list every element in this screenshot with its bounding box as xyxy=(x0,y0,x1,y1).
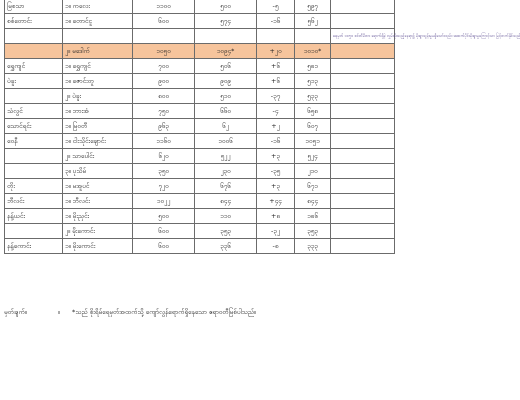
station-cell: ၁။ ဇောင်းတူ xyxy=(63,74,133,89)
station-cell: ၂။ ပဲခူး xyxy=(63,89,133,104)
danger-level-cell: ၉၆၃ xyxy=(133,119,195,134)
station-cell: ၁။ ဘီလင်း xyxy=(63,194,133,209)
danger-level-cell: ၉၀၀ xyxy=(133,74,195,89)
current-level-cell: ၅၀၀ xyxy=(195,0,257,14)
region-cell xyxy=(5,29,63,44)
change-cell: -၈ xyxy=(257,239,295,254)
danger-level-cell: ၁၁၆၀ xyxy=(133,134,195,149)
region-cell: တိုး xyxy=(5,179,63,194)
region-cell: သံလွင် xyxy=(5,104,63,119)
region-cell xyxy=(5,224,63,239)
station-cell: ၁။ ကလေး xyxy=(63,0,133,14)
station-cell: ၁။ မိုးညှင်း xyxy=(63,209,133,224)
change-cell: -၁၆ xyxy=(257,14,295,29)
danger-level-cell: ၃၅၀ xyxy=(133,164,195,179)
current-level-cell: ၅၂၂ xyxy=(195,149,257,164)
current-level-cell: ၅၇၄ xyxy=(195,14,257,29)
table-row xyxy=(5,119,395,134)
region-cell: ဘီလင်း xyxy=(5,194,63,209)
table-row xyxy=(5,134,395,149)
danger-level-cell: ၇၂၀ xyxy=(133,179,195,194)
table-row xyxy=(5,44,395,59)
forecast-level-cell: ၁၀၅၁ xyxy=(295,134,331,149)
current-level-cell: ၁၁၀ xyxy=(195,209,257,224)
danger-level-cell: ၅၀၀ xyxy=(133,209,195,224)
change-cell: +၂ xyxy=(257,119,295,134)
forecast-level-cell: ၁၈၆ xyxy=(295,209,331,224)
change-cell: -၃၂ xyxy=(257,224,295,239)
note-cell xyxy=(331,119,395,134)
forecast-level-cell: ၅၉၇ xyxy=(295,0,331,14)
region-cell: ပဲခူး xyxy=(5,74,63,89)
note-cell xyxy=(331,164,395,179)
danger-level-cell: ၁၀၂၂ xyxy=(133,194,195,209)
current-level-cell: ၈၄၄ xyxy=(195,194,257,209)
current-level-cell: ၁၀၀၆ xyxy=(195,134,257,149)
change-cell: -၃၇ xyxy=(257,89,295,104)
station-cell xyxy=(63,29,133,44)
danger-level-cell: ၆၂၀ xyxy=(133,149,195,164)
note-cell xyxy=(331,14,395,29)
water-level-table-body xyxy=(5,0,520,254)
danger-level-cell: ၆၀၀ xyxy=(133,224,195,239)
change-cell: +၆ xyxy=(257,74,295,89)
note-cell xyxy=(331,89,395,104)
remark-label: မှတ်ချက်။ xyxy=(4,308,27,316)
station-cell: ၁။ မအူပင် xyxy=(63,179,133,194)
current-level-cell xyxy=(195,29,257,44)
station-cell: ၂။ သာပေါင်း xyxy=(63,149,133,164)
region-cell: နန့်ကောင်း xyxy=(5,239,63,254)
danger-level-cell: ၆၀၀ xyxy=(133,239,195,254)
forecast-level-cell: ၆၇၁ xyxy=(295,179,331,194)
note-cell xyxy=(331,209,395,224)
note-cell xyxy=(331,0,395,14)
region-cell: သောင်ရင်း xyxy=(5,119,63,134)
region-cell: ဝေနီ xyxy=(5,134,63,149)
station-cell: ၁။ ရွှေကျင် xyxy=(63,59,133,74)
note-cell xyxy=(331,74,395,89)
table-row xyxy=(5,149,395,164)
region-cell xyxy=(5,149,63,164)
table-row xyxy=(5,179,395,194)
note-cell xyxy=(331,194,395,209)
danger-level-cell: ၈၀၀ xyxy=(133,89,195,104)
danger-level-cell xyxy=(133,29,195,44)
forecast-level-cell: ၂၁၀ xyxy=(295,164,331,179)
change-cell: +၈ xyxy=(257,209,295,224)
table-row xyxy=(5,104,395,119)
station-cell: ၁။ တောင်ငူ xyxy=(63,14,133,29)
table-row xyxy=(5,89,395,104)
current-level-cell: ၅၀၆ xyxy=(195,59,257,74)
forecast-level-cell: ၃၅၃ xyxy=(295,224,331,239)
table-row xyxy=(5,239,395,254)
change-cell: +၄၄ xyxy=(257,194,295,209)
station-cell: ၁။ မြဝတီ xyxy=(63,119,133,134)
table-row xyxy=(5,29,395,44)
table-row xyxy=(5,164,395,179)
note-cell xyxy=(331,59,395,74)
current-level-cell: ၅၁၀ xyxy=(195,89,257,104)
remark-colon: ။ xyxy=(58,308,60,316)
note-cell xyxy=(331,149,395,164)
change-cell: +၃ xyxy=(257,179,295,194)
note-cell xyxy=(331,44,395,59)
current-level-cell: ၆၆၀ xyxy=(195,104,257,119)
region-cell: မြစသာ xyxy=(5,0,63,14)
forecast-level-cell: ၅၃၃ xyxy=(295,89,331,104)
note-cell xyxy=(331,134,395,149)
region-cell xyxy=(5,164,63,179)
change-cell: -၁၆ xyxy=(257,134,295,149)
station-cell: ၁။ ဘားအံ xyxy=(63,104,133,119)
current-level-cell: ၂၃၀ xyxy=(195,164,257,179)
forecast-level-cell xyxy=(295,29,331,44)
forecast-level-cell: ၅၂၄ xyxy=(295,149,331,164)
table-row xyxy=(5,0,395,14)
region-cell: စစ်တောင်း xyxy=(5,14,63,29)
forecast-level-cell: ၃၃၃ xyxy=(295,239,331,254)
change-cell xyxy=(257,29,295,44)
table-row xyxy=(5,74,395,89)
current-level-cell: ၁၀၉၄* xyxy=(195,44,257,59)
current-level-cell: ၃၅၃ xyxy=(195,224,257,239)
danger-level-cell: ၇၅၀ xyxy=(133,104,195,119)
station-cell: ၁။ မိုးကောင်း xyxy=(63,239,133,254)
table-row xyxy=(5,209,395,224)
region-cell xyxy=(5,44,63,59)
station-cell: ၁။ ငါးသိုင်းချောင်း xyxy=(63,134,133,149)
danger-level-cell: ၁၁၀၀ xyxy=(133,0,195,14)
region-cell: ရွှေကျင် xyxy=(5,59,63,74)
note-cell: ရေမှတ် ၁၀၅၀ စင်တီမီတာ ရောက်ရှိခဲ့ လွှမ်းမိုးသည့်နေရာ၌ မိုးရွာသွန်းမှုမရှိသော်လည်း အထက်ပိုင်းမိုးရွာမှုကြောင့်သာ မြင့်တက်နိုင်သည် xyxy=(331,29,395,44)
forecast-level-cell: ၆၀၇ xyxy=(295,119,331,134)
region-cell xyxy=(5,89,63,104)
forecast-level-cell: ၅၈၁ xyxy=(295,59,331,74)
danger-level-cell: ၁၀၅၀ xyxy=(133,44,195,59)
forecast-level-cell: ၈၄၄ xyxy=(295,194,331,209)
danger-level-cell: ၇၀၀ xyxy=(133,59,195,74)
station-cell: ၂။ မိုးကောင်း xyxy=(63,224,133,239)
current-level-cell: ၉၀၉ xyxy=(195,74,257,89)
change-cell: -၄ xyxy=(257,104,295,119)
current-level-cell: ၆၂ xyxy=(195,119,257,134)
remark-line xyxy=(4,308,394,318)
forecast-level-cell: ၅၁၃ xyxy=(295,74,331,89)
change-cell: +၆ xyxy=(257,59,295,74)
change-cell: +၂၀ xyxy=(257,44,295,59)
forecast-level-cell: ၅၆၂ xyxy=(295,14,331,29)
table-row xyxy=(5,14,395,29)
change-cell: +၃ xyxy=(257,149,295,164)
current-level-cell: ၃၃၆ xyxy=(195,239,257,254)
station-cell: ၃။ ပုသိမ် xyxy=(63,164,133,179)
note-cell xyxy=(331,224,395,239)
forecast-level-cell: ၆၅၈ xyxy=(295,104,331,119)
note-cell xyxy=(331,104,395,119)
change-cell: -၃၅ xyxy=(257,164,295,179)
table-row xyxy=(5,224,395,239)
forecast-level-cell: ၁၀၁၀* xyxy=(295,44,331,59)
region-cell: နန့်ယင်း xyxy=(5,209,63,224)
note-cell xyxy=(331,239,395,254)
remark-text: *သည် စိုးရိမ်ရေမှတ်အထက်သို့ ကျော်လွန်ရောက်ရှိနေသော ဧရာဝတီမြစ်ပါသည်။ xyxy=(72,308,256,316)
water-level-table xyxy=(4,0,520,254)
note-cell xyxy=(331,179,395,194)
station-cell: ၂။ မဒေါက် xyxy=(63,44,133,59)
table-row xyxy=(5,59,395,74)
danger-level-cell: ၆၀၀ xyxy=(133,14,195,29)
current-level-cell: ၆၇၆ xyxy=(195,179,257,194)
table-row xyxy=(5,194,395,209)
change-cell: -၅ xyxy=(257,0,295,14)
